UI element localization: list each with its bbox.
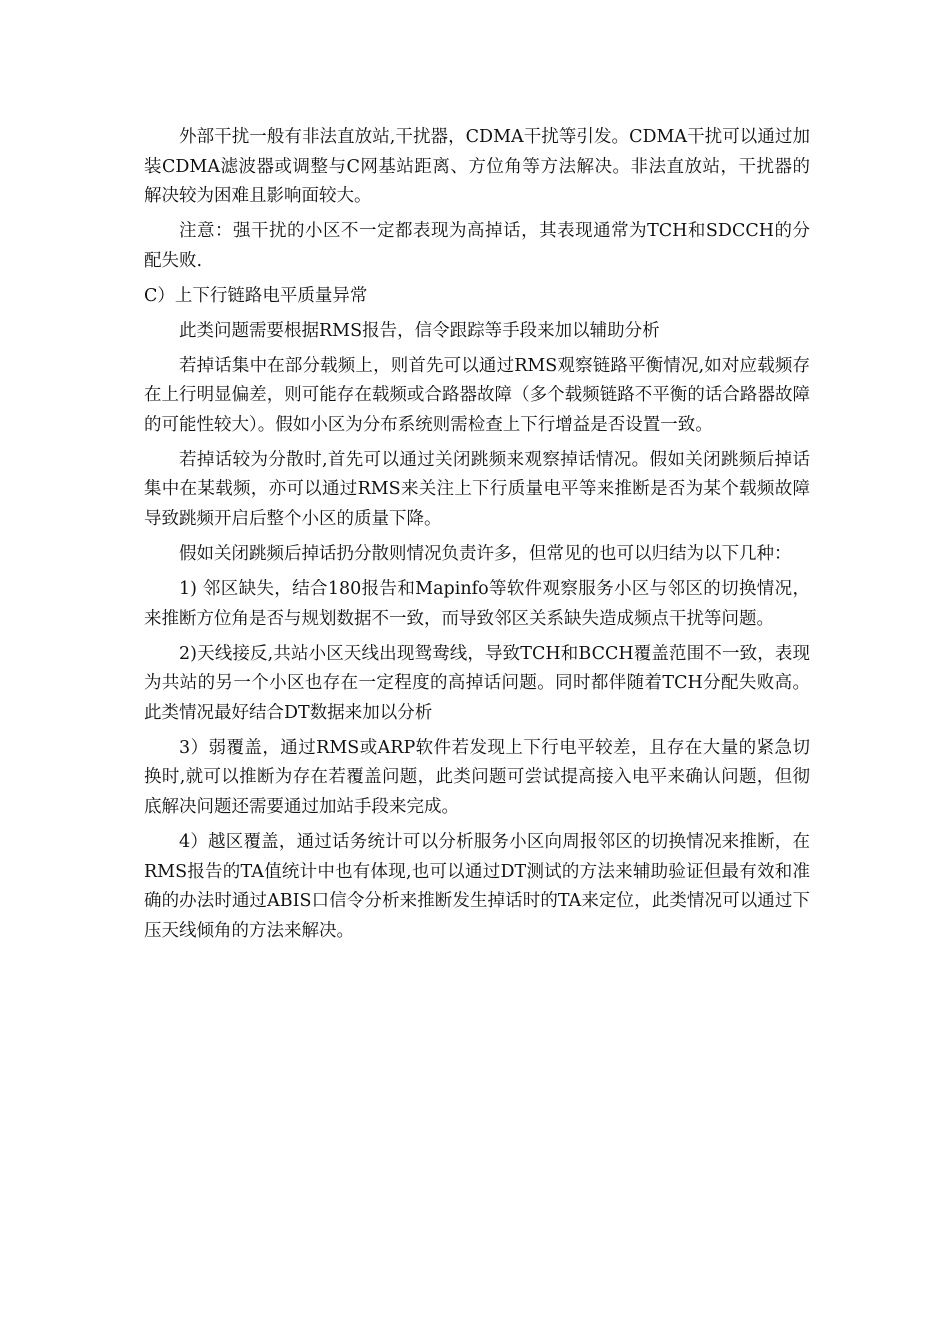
- paragraph-external-interference: 外部干扰一般有非法直放站,干扰器，CDMA干扰等引发。CDMA干扰可以通过加装CDMA滤波器或调整与C网基站距离、方位角等方法解决。非法直放站，干扰器的解决较为困难且影响面较大。: [144, 127, 810, 207]
- list-item-weak-coverage: 3）弱覆盖，通过RMS或ARP软件若发现上下行电平较差，且存在大量的紧急切换时,就可以推断为存在若覆盖问题，此类问题可尝试提高接入电平来确认问题，但彻底解决问题还需要通过加站手段来完成。: [144, 737, 810, 817]
- list-item-overshoot-coverage: 4）越区覆盖，通过话务统计可以分析服务小区向周报邻区的切换情况来推断，在RMS报告的TA值统计中也有体现,也可以通过DT测试的方法来辅助验证但最有效和准确的办法时通过ABIS口信令分析来推断发生掉话时的TA来定位，此类情况可以通过下压天线倾角的方法来解决。: [144, 831, 810, 941]
- section-heading-c: C）上下行链路电平质量异常: [144, 285, 368, 306]
- list-item-reversed-antenna: 2)天线接反,共站小区天线出现鸳鸯线，导致TCH和BCCH覆盖范围不一致，表现为共站的另一个小区也存在一定程度的高掉话问题。同时都伴随着TCH分配失败高。此类情况最好结合DT数据来加以分析: [144, 643, 810, 723]
- paragraph-analysis-method: 此类问题需要根据RMS报告，信令跟踪等手段来加以辅助分析: [179, 320, 660, 341]
- document-body: [144, 123, 810, 952]
- paragraph-scattered-drops: 若掉话较为分散时,首先可以通过关闭跳频来观察掉话情况。假如关闭跳频后掉话集中在某载频，亦可以通过RMS来关注上下行质量电平等来推断是否为某个载频故障导致跳频开启后整个小区的质量下降。: [144, 449, 810, 530]
- paragraph-note: 注意：强干扰的小区不一定都表现为高掉话，其表现通常为TCH和SDCCH的分配失败.: [144, 221, 810, 271]
- paragraph-concentrated-drops: 若掉话集中在部分载频上，则首先可以通过RMS观察链路平衡情况,如对应载频存在上行明显偏差，则可能存在载频或合路器故障（多个载频链路不平衡的话合路器故障的可能性较大）。假如小区为分布系统则需检查上下行增益是否设置一致。: [144, 355, 810, 435]
- paragraph-common-cases: 假如关闭跳频后掉话扔分散则情况负责许多，但常见的也可以归结为以下几种：: [179, 544, 792, 565]
- list-item-missing-neighbors: 1) 邻区缺失，结合180报告和Mapinfo等软件观察服务小区与邻区的切换情况，来推断方位角是否与规划数据不一致，而导致邻区关系缺失造成频点干扰等问题。: [144, 579, 810, 629]
